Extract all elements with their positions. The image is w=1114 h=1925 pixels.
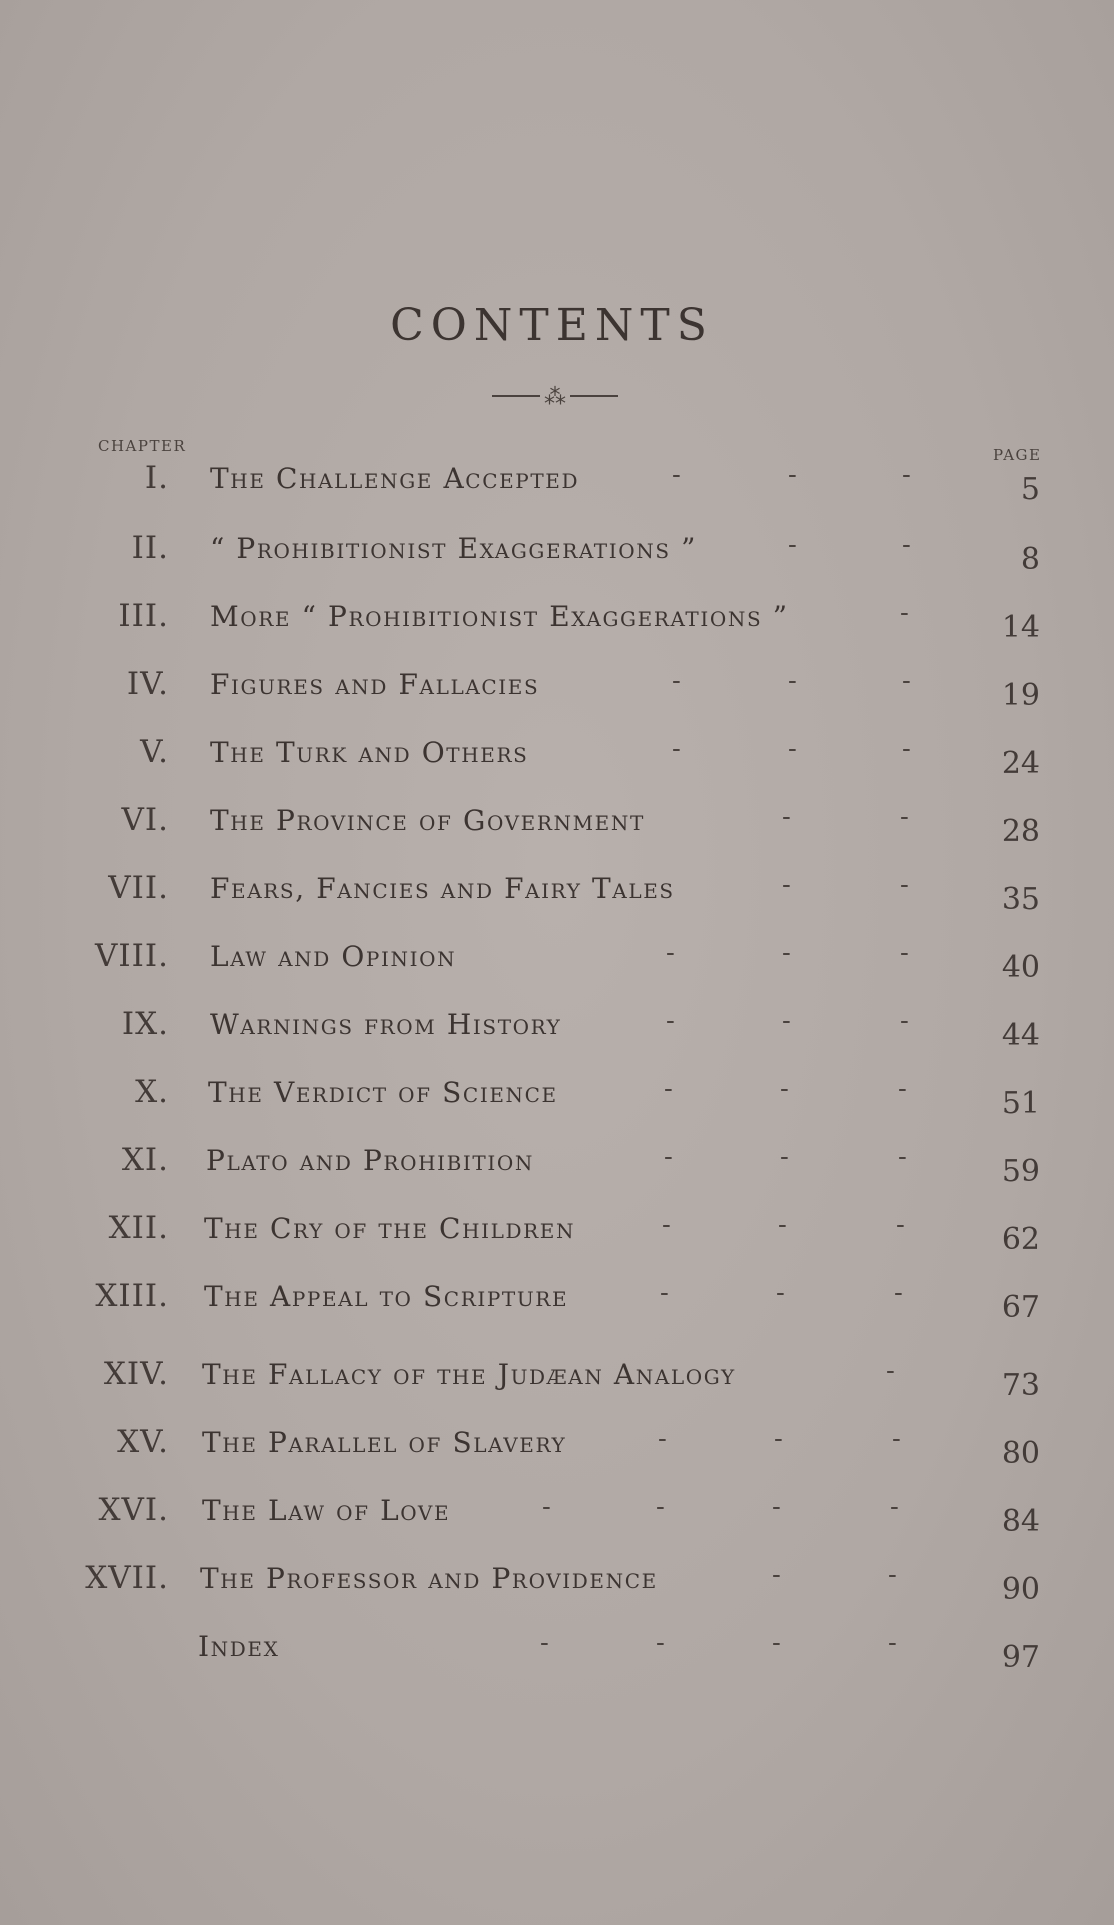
- leader-dash: -: [896, 1210, 905, 1240]
- leader-dash: -: [902, 734, 911, 764]
- leader-dash: -: [888, 1560, 897, 1590]
- toc-row[interactable]: [0, 870, 1114, 917]
- page-number: 40: [1001, 950, 1040, 985]
- page-number: 24: [1001, 746, 1040, 781]
- chapter-title: The Parallel of Slavery: [202, 1426, 567, 1459]
- toc-row[interactable]: [0, 460, 1114, 507]
- leader-dash: -: [788, 530, 797, 560]
- page-column-header: PAGE: [993, 446, 1042, 464]
- chapter-title: Warnings from History: [210, 1008, 562, 1041]
- toc-row[interactable]: [0, 1560, 1114, 1607]
- leader-dash: -: [900, 1006, 909, 1036]
- chapter-title: Fears, Fancies and Fairy Tales: [210, 872, 675, 905]
- page-number: 5: [1020, 472, 1040, 507]
- chapter-number: II.: [131, 530, 169, 566]
- toc-row[interactable]: [0, 1142, 1114, 1189]
- chapter-number: X.: [135, 1074, 169, 1110]
- chapter-number: XII.: [108, 1210, 169, 1246]
- chapter-number: XI.: [121, 1142, 169, 1178]
- page-number: 14: [1001, 610, 1040, 645]
- toc-row[interactable]: [0, 1074, 1114, 1121]
- leader-dash: -: [782, 802, 791, 832]
- page-number: 8: [1020, 542, 1040, 577]
- chapter-number: V.: [140, 734, 169, 770]
- leader-dash: -: [672, 734, 681, 764]
- leader-dash: -: [780, 1142, 789, 1172]
- leader-dash: -: [778, 1210, 787, 1240]
- leader-dash: -: [788, 734, 797, 764]
- chapter-number: VI.: [121, 802, 169, 838]
- toc-row[interactable]: [0, 1006, 1114, 1053]
- leader-dash: -: [788, 460, 797, 490]
- leader-dash: -: [774, 1424, 783, 1454]
- chapter-number: VIII.: [95, 938, 169, 974]
- chapter-title: Law and Opinion: [210, 940, 457, 973]
- chapter-number: XIV.: [103, 1356, 169, 1392]
- page-number: 80: [1001, 1436, 1040, 1471]
- chapter-number: I.: [144, 460, 169, 496]
- page-number: 67: [1001, 1290, 1040, 1325]
- leader-dash: -: [898, 1074, 907, 1104]
- chapter-column-header: CHAPTER: [98, 437, 187, 455]
- page-title: CONTENTS: [390, 300, 714, 351]
- leader-dash: -: [664, 1074, 673, 1104]
- leader-dash: -: [542, 1492, 551, 1522]
- chapter-title: The Fallacy of the Judæan Analogy: [202, 1358, 736, 1391]
- toc-row[interactable]: [0, 530, 1114, 577]
- chapter-number: XVI.: [98, 1492, 169, 1528]
- page-number: 28: [1001, 814, 1040, 849]
- toc-row[interactable]: [0, 666, 1114, 713]
- leader-dash: -: [776, 1278, 785, 1308]
- chapter-number: IV.: [126, 666, 169, 702]
- leader-dash: -: [902, 530, 911, 560]
- chapter-title: The Law of Love: [202, 1494, 451, 1527]
- toc-row[interactable]: [0, 1424, 1114, 1471]
- toc-row[interactable]: [0, 734, 1114, 781]
- toc-row[interactable]: [0, 1356, 1114, 1403]
- svg-text:⁂: ⁂: [544, 385, 566, 410]
- leader-dash: -: [672, 460, 681, 490]
- toc-row[interactable]: [0, 1210, 1114, 1257]
- leader-dash: -: [900, 598, 909, 628]
- leader-dash: -: [782, 870, 791, 900]
- leader-dash: -: [658, 1424, 667, 1454]
- leader-dash: -: [772, 1560, 781, 1590]
- leader-dash: -: [898, 1142, 907, 1172]
- chapter-title: The Professor and Providence: [200, 1562, 658, 1595]
- leader-dash: -: [900, 802, 909, 832]
- page-number: 35: [1001, 882, 1040, 917]
- leader-dash: -: [662, 1210, 671, 1240]
- toc-row[interactable]: [0, 1278, 1114, 1325]
- page-number: 73: [1001, 1368, 1040, 1403]
- leader-dash: -: [782, 938, 791, 968]
- chapter-title: The Cry of the Children: [204, 1212, 576, 1245]
- leader-dash: -: [664, 1142, 673, 1172]
- chapter-title: The Province of Government: [210, 804, 645, 837]
- leader-dash: -: [666, 938, 675, 968]
- chapter-number: III.: [118, 598, 169, 634]
- chapter-title: “ Prohibitionist Exaggerations ”: [210, 532, 698, 565]
- ornament-divider-icon: [490, 380, 620, 410]
- chapter-title: The Verdict of Science: [208, 1076, 558, 1109]
- page-number: 62: [1001, 1222, 1040, 1257]
- leader-dash: -: [900, 870, 909, 900]
- leader-dash: -: [660, 1278, 669, 1308]
- toc-row[interactable]: [0, 598, 1114, 645]
- leader-dash: -: [772, 1492, 781, 1522]
- page-number: 59: [1001, 1154, 1040, 1189]
- chapter-number: IX.: [121, 1006, 169, 1042]
- chapter-number: XVII.: [85, 1560, 169, 1596]
- chapter-title: More “ Prohibitionist Exaggerations ”: [210, 600, 789, 633]
- page-number: 44: [1001, 1018, 1040, 1053]
- page-number: 19: [1001, 678, 1040, 713]
- chapter-number: XIII.: [95, 1278, 169, 1314]
- page-number: 51: [1001, 1086, 1040, 1121]
- chapter-title: Figures and Fallacies: [210, 668, 540, 701]
- toc-row[interactable]: [0, 802, 1114, 849]
- toc-row[interactable]: [0, 938, 1114, 985]
- leader-dash: -: [782, 1006, 791, 1036]
- leader-dash: -: [902, 666, 911, 696]
- toc-row[interactable]: [0, 1628, 1114, 1675]
- page-number: 90: [1001, 1572, 1040, 1607]
- leader-dash: -: [788, 666, 797, 696]
- leader-dash: -: [902, 460, 911, 490]
- chapter-title: The Turk and Others: [210, 736, 529, 769]
- chapter-title: Plato and Prohibition: [206, 1144, 534, 1177]
- chapter-title: The Appeal to Scripture: [204, 1280, 569, 1313]
- leader-dash: -: [656, 1628, 665, 1658]
- leader-dash: -: [890, 1492, 899, 1522]
- leader-dash: -: [656, 1492, 665, 1522]
- chapter-number: VII.: [108, 870, 169, 906]
- leader-dash: -: [780, 1074, 789, 1104]
- leader-dash: -: [900, 938, 909, 968]
- leader-dash: -: [894, 1278, 903, 1308]
- leader-dash: -: [772, 1628, 781, 1658]
- leader-dash: -: [886, 1356, 895, 1386]
- leader-dash: -: [888, 1628, 897, 1658]
- leader-dash: -: [672, 666, 681, 696]
- leader-dash: -: [892, 1424, 901, 1454]
- toc-row[interactable]: [0, 1492, 1114, 1539]
- chapter-number: XV.: [117, 1424, 169, 1460]
- leader-dash: -: [666, 1006, 675, 1036]
- page-number: 84: [1001, 1504, 1040, 1539]
- page-number: 97: [1001, 1640, 1040, 1675]
- chapter-title: The Challenge Accepted: [210, 462, 580, 495]
- leader-dash: -: [540, 1628, 549, 1658]
- index-title: Index: [198, 1630, 280, 1663]
